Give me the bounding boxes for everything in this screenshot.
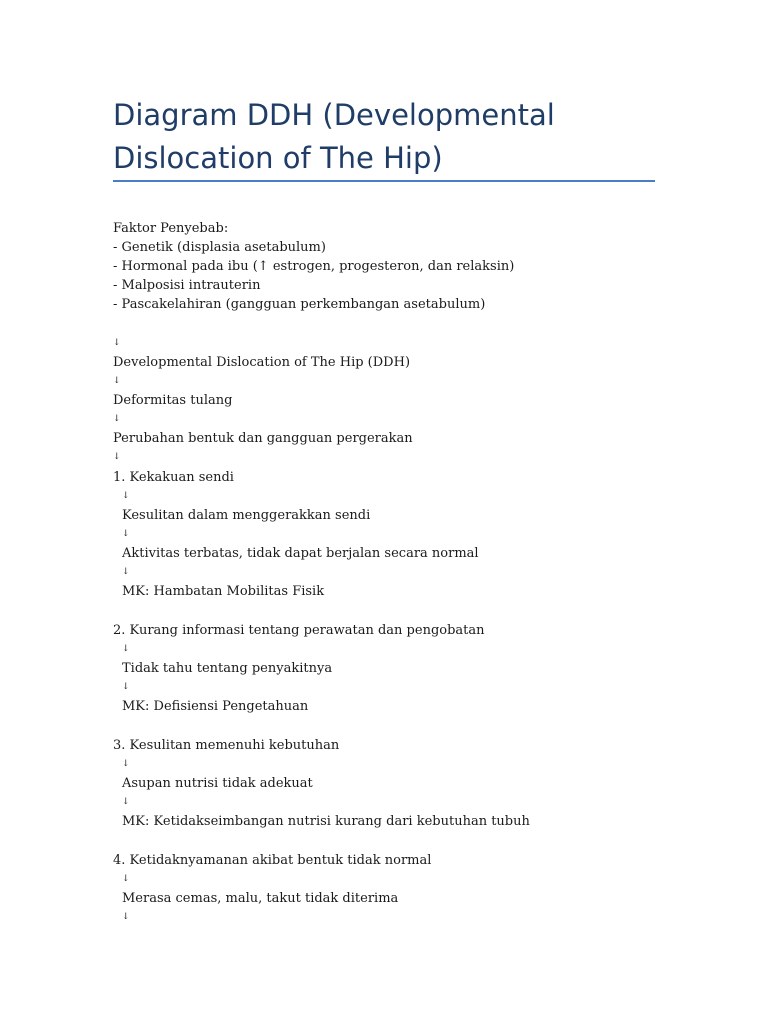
cause-item: - Pascakelahiran (gangguan perkembangan asetabulum) (113, 297, 486, 312)
nursing-diagnosis: MK: Defisiensi Pengetahuan (122, 699, 309, 714)
down-arrow-icon: ↓ (113, 414, 121, 424)
nursing-diagnosis: MK: Ketidakseimbangan nutrisi kurang dari kebutuhan tubuh (122, 814, 530, 829)
down-arrow-icon: ↓ (122, 759, 130, 769)
down-arrow-icon: ↓ (122, 529, 130, 539)
title-underline (113, 180, 655, 182)
branch-heading: 1. Kekakuan sendi (113, 470, 234, 485)
flow-step: Perubahan bentuk dan gangguan pergerakan (113, 431, 413, 446)
down-arrow-icon: ↓ (122, 682, 130, 692)
down-arrow-icon: ↓ (122, 491, 130, 501)
flow-step: Developmental Dislocation of The Hip (DDH) (113, 355, 411, 370)
down-arrow-icon: ↓ (122, 567, 130, 577)
branch-step: Aktivitas terbatas, tidak dapat berjalan secara normal (122, 546, 479, 561)
branch-heading: 2. Kurang informasi tentang perawatan dan pengobatan (113, 623, 485, 638)
down-arrow-icon: ↓ (122, 912, 130, 922)
branch-step: Merasa cemas, malu, takut tidak diterima (122, 891, 399, 906)
branch-heading: 4. Ketidaknyamanan akibat bentuk tidak normal (113, 853, 432, 868)
branch-heading: 3. Kesulitan memenuhi kebutuhan (113, 738, 340, 753)
cause-item: - Malposisi intrauterin (113, 278, 261, 293)
down-arrow-icon: ↓ (113, 338, 121, 348)
down-arrow-icon: ↓ (113, 452, 121, 462)
nursing-diagnosis: MK: Hambatan Mobilitas Fisik (122, 584, 325, 599)
down-arrow-icon: ↓ (122, 874, 130, 884)
branch-step: Tidak tahu tentang penyakitnya (122, 661, 333, 676)
causes-heading: Faktor Penyebab: (113, 221, 229, 236)
cause-item: - Hormonal pada ibu (↑ estrogen, progesteron, dan relaksin) (113, 259, 515, 274)
flow-step: Deformitas tulang (113, 393, 233, 408)
branch-step: Asupan nutrisi tidak adekuat (122, 776, 313, 791)
page-title: Diagram DDH (Developmental Dislocation of The Hip) (113, 98, 555, 175)
cause-item: - Genetik (displasia asetabulum) (113, 240, 326, 255)
down-arrow-icon: ↓ (122, 797, 130, 807)
down-arrow-icon: ↓ (113, 376, 121, 386)
down-arrow-icon: ↓ (122, 644, 130, 654)
branch-step: Kesulitan dalam menggerakkan sendi (122, 508, 371, 523)
